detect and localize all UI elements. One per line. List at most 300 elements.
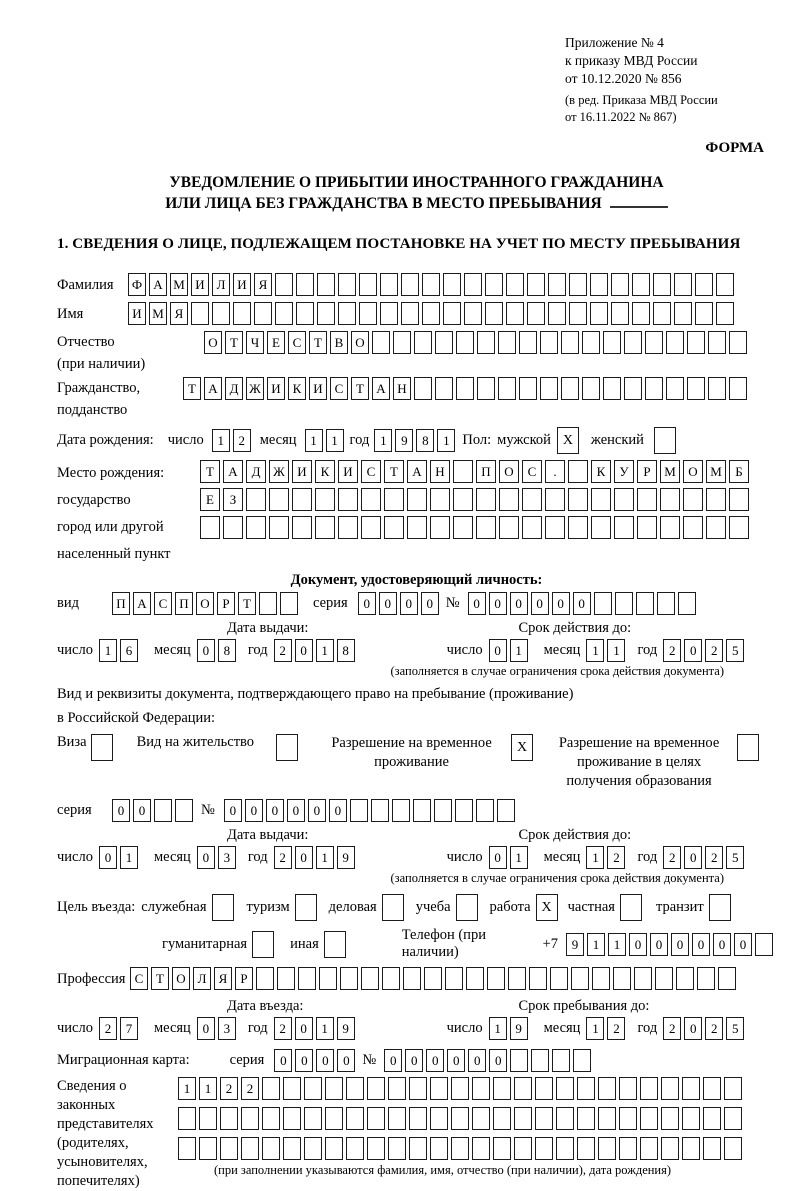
char-box[interactable] bbox=[703, 1137, 721, 1160]
purpose-study-checkbox[interactable] bbox=[456, 894, 478, 921]
char-box[interactable]: 2 bbox=[274, 639, 292, 662]
char-box[interactable] bbox=[498, 377, 516, 400]
char-box[interactable]: О bbox=[204, 331, 222, 354]
char-box[interactable] bbox=[262, 1137, 280, 1160]
char-box[interactable]: 0 bbox=[245, 799, 263, 822]
char-box[interactable]: М bbox=[660, 460, 680, 483]
char-box[interactable]: 0 bbox=[650, 933, 668, 956]
char-box[interactable] bbox=[414, 331, 432, 354]
char-box[interactable] bbox=[453, 516, 473, 539]
char-box[interactable] bbox=[430, 516, 450, 539]
char-box[interactable] bbox=[657, 592, 675, 615]
char-box[interactable]: 0 bbox=[405, 1049, 423, 1072]
char-box[interactable]: Е bbox=[200, 488, 220, 511]
char-box[interactable] bbox=[359, 273, 377, 296]
char-box[interactable]: Ф bbox=[128, 273, 146, 296]
char-box[interactable]: 0 bbox=[295, 639, 313, 662]
char-box[interactable]: Ж bbox=[269, 460, 289, 483]
char-box[interactable]: 0 bbox=[468, 1049, 486, 1072]
char-box[interactable] bbox=[254, 302, 272, 325]
char-box[interactable] bbox=[632, 302, 650, 325]
char-box[interactable] bbox=[556, 1107, 574, 1130]
char-box[interactable] bbox=[298, 967, 316, 990]
char-box[interactable] bbox=[434, 799, 452, 822]
char-box[interactable]: 0 bbox=[197, 846, 215, 869]
char-box[interactable] bbox=[317, 273, 335, 296]
char-box[interactable] bbox=[540, 377, 558, 400]
char-box[interactable]: 0 bbox=[447, 1049, 465, 1072]
char-box[interactable]: 1 bbox=[178, 1077, 196, 1100]
char-box[interactable] bbox=[477, 377, 495, 400]
char-box[interactable] bbox=[636, 592, 654, 615]
char-box[interactable]: 9 bbox=[395, 429, 413, 452]
char-box[interactable]: И bbox=[292, 460, 312, 483]
char-box[interactable] bbox=[687, 377, 705, 400]
char-box[interactable] bbox=[233, 302, 251, 325]
char-box[interactable] bbox=[510, 1049, 528, 1072]
char-box[interactable]: 9 bbox=[337, 846, 355, 869]
char-box[interactable] bbox=[485, 273, 503, 296]
char-box[interactable] bbox=[674, 273, 692, 296]
char-box[interactable]: 0 bbox=[133, 799, 151, 822]
char-box[interactable]: 9 bbox=[510, 1017, 528, 1040]
char-box[interactable] bbox=[611, 302, 629, 325]
char-box[interactable] bbox=[430, 1107, 448, 1130]
char-box[interactable] bbox=[409, 1137, 427, 1160]
char-box[interactable]: 1 bbox=[510, 846, 528, 869]
char-box[interactable]: 0 bbox=[197, 1017, 215, 1040]
char-box[interactable]: . bbox=[545, 460, 565, 483]
char-box[interactable] bbox=[614, 488, 634, 511]
char-box[interactable] bbox=[384, 488, 404, 511]
char-box[interactable]: 2 bbox=[663, 639, 681, 662]
char-box[interactable]: 0 bbox=[684, 639, 702, 662]
char-box[interactable]: Б bbox=[729, 460, 749, 483]
char-box[interactable] bbox=[569, 302, 587, 325]
char-box[interactable]: Я bbox=[254, 273, 272, 296]
char-box[interactable] bbox=[545, 516, 565, 539]
char-box[interactable] bbox=[435, 377, 453, 400]
char-box[interactable]: 2 bbox=[663, 846, 681, 869]
char-box[interactable]: Л bbox=[193, 967, 211, 990]
char-box[interactable] bbox=[472, 1137, 490, 1160]
char-box[interactable] bbox=[388, 1077, 406, 1100]
char-box[interactable]: Н bbox=[393, 377, 411, 400]
char-box[interactable] bbox=[653, 302, 671, 325]
char-box[interactable]: 1 bbox=[437, 429, 455, 452]
char-box[interactable] bbox=[154, 799, 172, 822]
char-box[interactable] bbox=[319, 967, 337, 990]
char-box[interactable]: 0 bbox=[489, 846, 507, 869]
char-box[interactable] bbox=[296, 273, 314, 296]
char-box[interactable]: П bbox=[476, 460, 496, 483]
char-box[interactable]: С bbox=[154, 592, 172, 615]
char-box[interactable] bbox=[424, 967, 442, 990]
char-box[interactable] bbox=[598, 1107, 616, 1130]
char-box[interactable] bbox=[361, 488, 381, 511]
char-box[interactable] bbox=[296, 302, 314, 325]
char-box[interactable] bbox=[409, 1107, 427, 1130]
char-box[interactable] bbox=[346, 1137, 364, 1160]
char-box[interactable]: 0 bbox=[426, 1049, 444, 1072]
char-box[interactable] bbox=[687, 331, 705, 354]
char-box[interactable]: А bbox=[372, 377, 390, 400]
char-box[interactable] bbox=[666, 331, 684, 354]
char-box[interactable]: С bbox=[522, 460, 542, 483]
char-box[interactable] bbox=[472, 1107, 490, 1130]
char-box[interactable] bbox=[640, 1107, 658, 1130]
char-box[interactable]: 0 bbox=[489, 592, 507, 615]
male-checkbox[interactable]: X bbox=[557, 427, 579, 454]
char-box[interactable]: И bbox=[233, 273, 251, 296]
char-box[interactable]: 9 bbox=[337, 1017, 355, 1040]
char-box[interactable]: С bbox=[330, 377, 348, 400]
char-box[interactable] bbox=[388, 1107, 406, 1130]
char-box[interactable] bbox=[430, 1137, 448, 1160]
char-box[interactable] bbox=[346, 1107, 364, 1130]
char-box[interactable]: 1 bbox=[607, 639, 625, 662]
char-box[interactable] bbox=[346, 1077, 364, 1100]
char-box[interactable]: 0 bbox=[329, 799, 347, 822]
char-box[interactable]: Т bbox=[351, 377, 369, 400]
char-box[interactable] bbox=[487, 967, 505, 990]
char-box[interactable] bbox=[497, 799, 515, 822]
char-box[interactable]: З bbox=[223, 488, 243, 511]
char-box[interactable]: 3 bbox=[218, 846, 236, 869]
char-box[interactable]: 0 bbox=[684, 846, 702, 869]
char-box[interactable] bbox=[661, 1107, 679, 1130]
char-box[interactable] bbox=[325, 1107, 343, 1130]
char-box[interactable] bbox=[718, 967, 736, 990]
char-box[interactable] bbox=[695, 302, 713, 325]
char-box[interactable] bbox=[304, 1077, 322, 1100]
char-box[interactable] bbox=[256, 967, 274, 990]
char-box[interactable]: К bbox=[315, 460, 335, 483]
char-box[interactable] bbox=[535, 1077, 553, 1100]
char-box[interactable] bbox=[522, 488, 542, 511]
char-box[interactable]: 5 bbox=[726, 1017, 744, 1040]
char-box[interactable] bbox=[724, 1077, 742, 1100]
char-box[interactable]: А bbox=[149, 273, 167, 296]
char-box[interactable] bbox=[590, 302, 608, 325]
char-box[interactable] bbox=[615, 592, 633, 615]
temp-residence-edu-checkbox[interactable] bbox=[737, 734, 759, 761]
char-box[interactable]: 1 bbox=[212, 429, 230, 452]
char-box[interactable] bbox=[706, 488, 726, 511]
char-box[interactable] bbox=[340, 967, 358, 990]
char-box[interactable] bbox=[571, 967, 589, 990]
char-box[interactable] bbox=[568, 516, 588, 539]
char-box[interactable]: 1 bbox=[586, 846, 604, 869]
char-box[interactable]: О bbox=[196, 592, 214, 615]
purpose-transit-checkbox[interactable] bbox=[709, 894, 731, 921]
char-box[interactable] bbox=[592, 967, 610, 990]
char-box[interactable] bbox=[493, 1137, 511, 1160]
char-box[interactable] bbox=[666, 377, 684, 400]
char-box[interactable]: Т bbox=[309, 331, 327, 354]
char-box[interactable] bbox=[514, 1137, 532, 1160]
char-box[interactable]: 0 bbox=[266, 799, 284, 822]
char-box[interactable] bbox=[582, 331, 600, 354]
char-box[interactable]: 0 bbox=[692, 933, 710, 956]
char-box[interactable] bbox=[485, 302, 503, 325]
char-box[interactable] bbox=[724, 1107, 742, 1130]
char-box[interactable]: Т bbox=[183, 377, 201, 400]
char-box[interactable] bbox=[367, 1137, 385, 1160]
char-box[interactable] bbox=[388, 1137, 406, 1160]
char-box[interactable] bbox=[676, 967, 694, 990]
char-box[interactable] bbox=[660, 516, 680, 539]
char-box[interactable]: 0 bbox=[671, 933, 689, 956]
char-box[interactable] bbox=[455, 799, 473, 822]
char-box[interactable] bbox=[241, 1107, 259, 1130]
char-box[interactable]: 2 bbox=[241, 1077, 259, 1100]
char-box[interactable] bbox=[508, 967, 526, 990]
char-box[interactable]: У bbox=[614, 460, 634, 483]
char-box[interactable]: 0 bbox=[295, 1017, 313, 1040]
char-box[interactable]: 3 bbox=[218, 1017, 236, 1040]
char-box[interactable] bbox=[624, 331, 642, 354]
char-box[interactable]: 7 bbox=[120, 1017, 138, 1040]
char-box[interactable] bbox=[451, 1077, 469, 1100]
char-box[interactable] bbox=[729, 331, 747, 354]
char-box[interactable] bbox=[645, 377, 663, 400]
char-box[interactable] bbox=[445, 967, 463, 990]
char-box[interactable] bbox=[456, 377, 474, 400]
char-box[interactable]: 8 bbox=[218, 639, 236, 662]
char-box[interactable]: 0 bbox=[468, 592, 486, 615]
char-box[interactable] bbox=[634, 967, 652, 990]
char-box[interactable] bbox=[498, 331, 516, 354]
char-box[interactable] bbox=[724, 1137, 742, 1160]
char-box[interactable]: 2 bbox=[607, 1017, 625, 1040]
char-box[interactable] bbox=[456, 331, 474, 354]
char-box[interactable]: Н bbox=[430, 460, 450, 483]
char-box[interactable] bbox=[361, 967, 379, 990]
char-box[interactable]: Е bbox=[267, 331, 285, 354]
char-box[interactable]: 0 bbox=[734, 933, 752, 956]
char-box[interactable] bbox=[476, 516, 496, 539]
char-box[interactable] bbox=[317, 302, 335, 325]
char-box[interactable] bbox=[283, 1077, 301, 1100]
char-box[interactable] bbox=[476, 799, 494, 822]
char-box[interactable] bbox=[514, 1077, 532, 1100]
char-box[interactable] bbox=[361, 516, 381, 539]
char-box[interactable] bbox=[716, 302, 734, 325]
char-box[interactable]: 0 bbox=[287, 799, 305, 822]
char-box[interactable]: 0 bbox=[531, 592, 549, 615]
char-box[interactable] bbox=[540, 331, 558, 354]
char-box[interactable] bbox=[522, 516, 542, 539]
char-box[interactable]: Т bbox=[384, 460, 404, 483]
char-box[interactable]: И bbox=[128, 302, 146, 325]
char-box[interactable]: П bbox=[112, 592, 130, 615]
char-box[interactable] bbox=[409, 1077, 427, 1100]
char-box[interactable]: С bbox=[288, 331, 306, 354]
char-box[interactable] bbox=[729, 488, 749, 511]
char-box[interactable]: И bbox=[338, 460, 358, 483]
char-box[interactable] bbox=[269, 516, 289, 539]
char-box[interactable] bbox=[637, 516, 657, 539]
char-box[interactable] bbox=[545, 488, 565, 511]
char-box[interactable] bbox=[212, 302, 230, 325]
char-box[interactable]: Ч bbox=[246, 331, 264, 354]
char-box[interactable] bbox=[372, 331, 390, 354]
char-box[interactable] bbox=[223, 516, 243, 539]
char-box[interactable]: 0 bbox=[99, 846, 117, 869]
char-box[interactable] bbox=[476, 488, 496, 511]
char-box[interactable]: 0 bbox=[510, 592, 528, 615]
char-box[interactable] bbox=[380, 302, 398, 325]
char-box[interactable]: Д bbox=[246, 460, 266, 483]
char-box[interactable] bbox=[220, 1107, 238, 1130]
char-box[interactable]: А bbox=[407, 460, 427, 483]
char-box[interactable] bbox=[598, 1137, 616, 1160]
char-box[interactable]: 2 bbox=[705, 639, 723, 662]
char-box[interactable]: 2 bbox=[99, 1017, 117, 1040]
char-box[interactable] bbox=[380, 273, 398, 296]
char-box[interactable]: 1 bbox=[316, 1017, 334, 1040]
char-box[interactable]: А bbox=[204, 377, 222, 400]
char-box[interactable] bbox=[695, 273, 713, 296]
char-box[interactable] bbox=[653, 273, 671, 296]
char-box[interactable] bbox=[175, 799, 193, 822]
char-box[interactable]: С bbox=[361, 460, 381, 483]
char-box[interactable] bbox=[199, 1107, 217, 1130]
char-box[interactable]: 9 bbox=[566, 933, 584, 956]
char-box[interactable]: 0 bbox=[713, 933, 731, 956]
char-box[interactable]: 1 bbox=[99, 639, 117, 662]
purpose-private-checkbox[interactable] bbox=[620, 894, 642, 921]
char-box[interactable]: 2 bbox=[274, 1017, 292, 1040]
char-box[interactable]: П bbox=[175, 592, 193, 615]
char-box[interactable] bbox=[422, 273, 440, 296]
char-box[interactable]: А bbox=[133, 592, 151, 615]
char-box[interactable] bbox=[499, 488, 519, 511]
char-box[interactable] bbox=[292, 516, 312, 539]
char-box[interactable] bbox=[708, 377, 726, 400]
char-box[interactable] bbox=[548, 302, 566, 325]
char-box[interactable]: 0 bbox=[552, 592, 570, 615]
char-box[interactable]: 1 bbox=[489, 1017, 507, 1040]
char-box[interactable]: 2 bbox=[705, 846, 723, 869]
char-box[interactable]: 1 bbox=[510, 639, 528, 662]
char-box[interactable]: 2 bbox=[705, 1017, 723, 1040]
char-box[interactable]: 6 bbox=[120, 639, 138, 662]
char-box[interactable]: 1 bbox=[120, 846, 138, 869]
char-box[interactable] bbox=[640, 1137, 658, 1160]
char-box[interactable] bbox=[407, 488, 427, 511]
char-box[interactable] bbox=[199, 1137, 217, 1160]
purpose-other-checkbox[interactable] bbox=[324, 931, 346, 958]
char-box[interactable]: О bbox=[172, 967, 190, 990]
char-box[interactable] bbox=[531, 1049, 549, 1072]
char-box[interactable] bbox=[682, 1107, 700, 1130]
purpose-work-checkbox[interactable]: X bbox=[536, 894, 558, 921]
char-box[interactable] bbox=[556, 1137, 574, 1160]
char-box[interactable] bbox=[561, 377, 579, 400]
char-box[interactable]: В bbox=[330, 331, 348, 354]
char-box[interactable] bbox=[682, 1137, 700, 1160]
char-box[interactable] bbox=[241, 1137, 259, 1160]
char-box[interactable] bbox=[269, 488, 289, 511]
char-box[interactable]: Т bbox=[200, 460, 220, 483]
char-box[interactable]: 1 bbox=[326, 429, 344, 452]
char-box[interactable] bbox=[591, 488, 611, 511]
char-box[interactable]: 0 bbox=[112, 799, 130, 822]
char-box[interactable]: 0 bbox=[629, 933, 647, 956]
char-box[interactable]: 8 bbox=[416, 429, 434, 452]
char-box[interactable] bbox=[292, 488, 312, 511]
char-box[interactable] bbox=[561, 331, 579, 354]
char-box[interactable]: 1 bbox=[305, 429, 323, 452]
char-box[interactable] bbox=[716, 273, 734, 296]
char-box[interactable]: 2 bbox=[663, 1017, 681, 1040]
char-box[interactable] bbox=[246, 488, 266, 511]
char-box[interactable] bbox=[556, 1077, 574, 1100]
char-box[interactable] bbox=[367, 1107, 385, 1130]
char-box[interactable] bbox=[275, 273, 293, 296]
char-box[interactable]: 0 bbox=[295, 846, 313, 869]
char-box[interactable] bbox=[703, 1107, 721, 1130]
char-box[interactable] bbox=[466, 967, 484, 990]
char-box[interactable] bbox=[472, 1077, 490, 1100]
temp-residence-checkbox[interactable]: X bbox=[511, 734, 533, 761]
char-box[interactable] bbox=[729, 516, 749, 539]
char-box[interactable] bbox=[493, 1107, 511, 1130]
char-box[interactable] bbox=[262, 1107, 280, 1130]
char-box[interactable] bbox=[590, 273, 608, 296]
char-box[interactable] bbox=[552, 1049, 570, 1072]
char-box[interactable]: 0 bbox=[489, 639, 507, 662]
char-box[interactable] bbox=[506, 273, 524, 296]
char-box[interactable] bbox=[755, 933, 773, 956]
char-box[interactable] bbox=[191, 302, 209, 325]
char-box[interactable]: И bbox=[267, 377, 285, 400]
char-box[interactable] bbox=[499, 516, 519, 539]
char-box[interactable] bbox=[453, 488, 473, 511]
char-box[interactable] bbox=[632, 273, 650, 296]
char-box[interactable] bbox=[527, 302, 545, 325]
char-box[interactable] bbox=[645, 331, 663, 354]
char-box[interactable]: К bbox=[288, 377, 306, 400]
char-box[interactable] bbox=[598, 1077, 616, 1100]
char-box[interactable] bbox=[577, 1077, 595, 1100]
char-box[interactable]: 0 bbox=[295, 1049, 313, 1072]
char-box[interactable] bbox=[453, 460, 473, 483]
char-box[interactable]: 0 bbox=[308, 799, 326, 822]
char-box[interactable] bbox=[338, 302, 356, 325]
char-box[interactable] bbox=[569, 273, 587, 296]
char-box[interactable]: М bbox=[149, 302, 167, 325]
char-box[interactable]: М bbox=[170, 273, 188, 296]
char-box[interactable]: 2 bbox=[233, 429, 251, 452]
char-box[interactable]: 0 bbox=[489, 1049, 507, 1072]
char-box[interactable]: 0 bbox=[379, 592, 397, 615]
char-box[interactable] bbox=[178, 1107, 196, 1130]
char-box[interactable] bbox=[280, 592, 298, 615]
char-box[interactable] bbox=[683, 516, 703, 539]
char-box[interactable] bbox=[661, 1077, 679, 1100]
char-box[interactable] bbox=[275, 302, 293, 325]
char-box[interactable] bbox=[577, 1107, 595, 1130]
char-box[interactable] bbox=[403, 967, 421, 990]
char-box[interactable] bbox=[674, 302, 692, 325]
char-box[interactable] bbox=[619, 1107, 637, 1130]
char-box[interactable]: И bbox=[191, 273, 209, 296]
char-box[interactable] bbox=[413, 799, 431, 822]
char-box[interactable]: Я bbox=[170, 302, 188, 325]
